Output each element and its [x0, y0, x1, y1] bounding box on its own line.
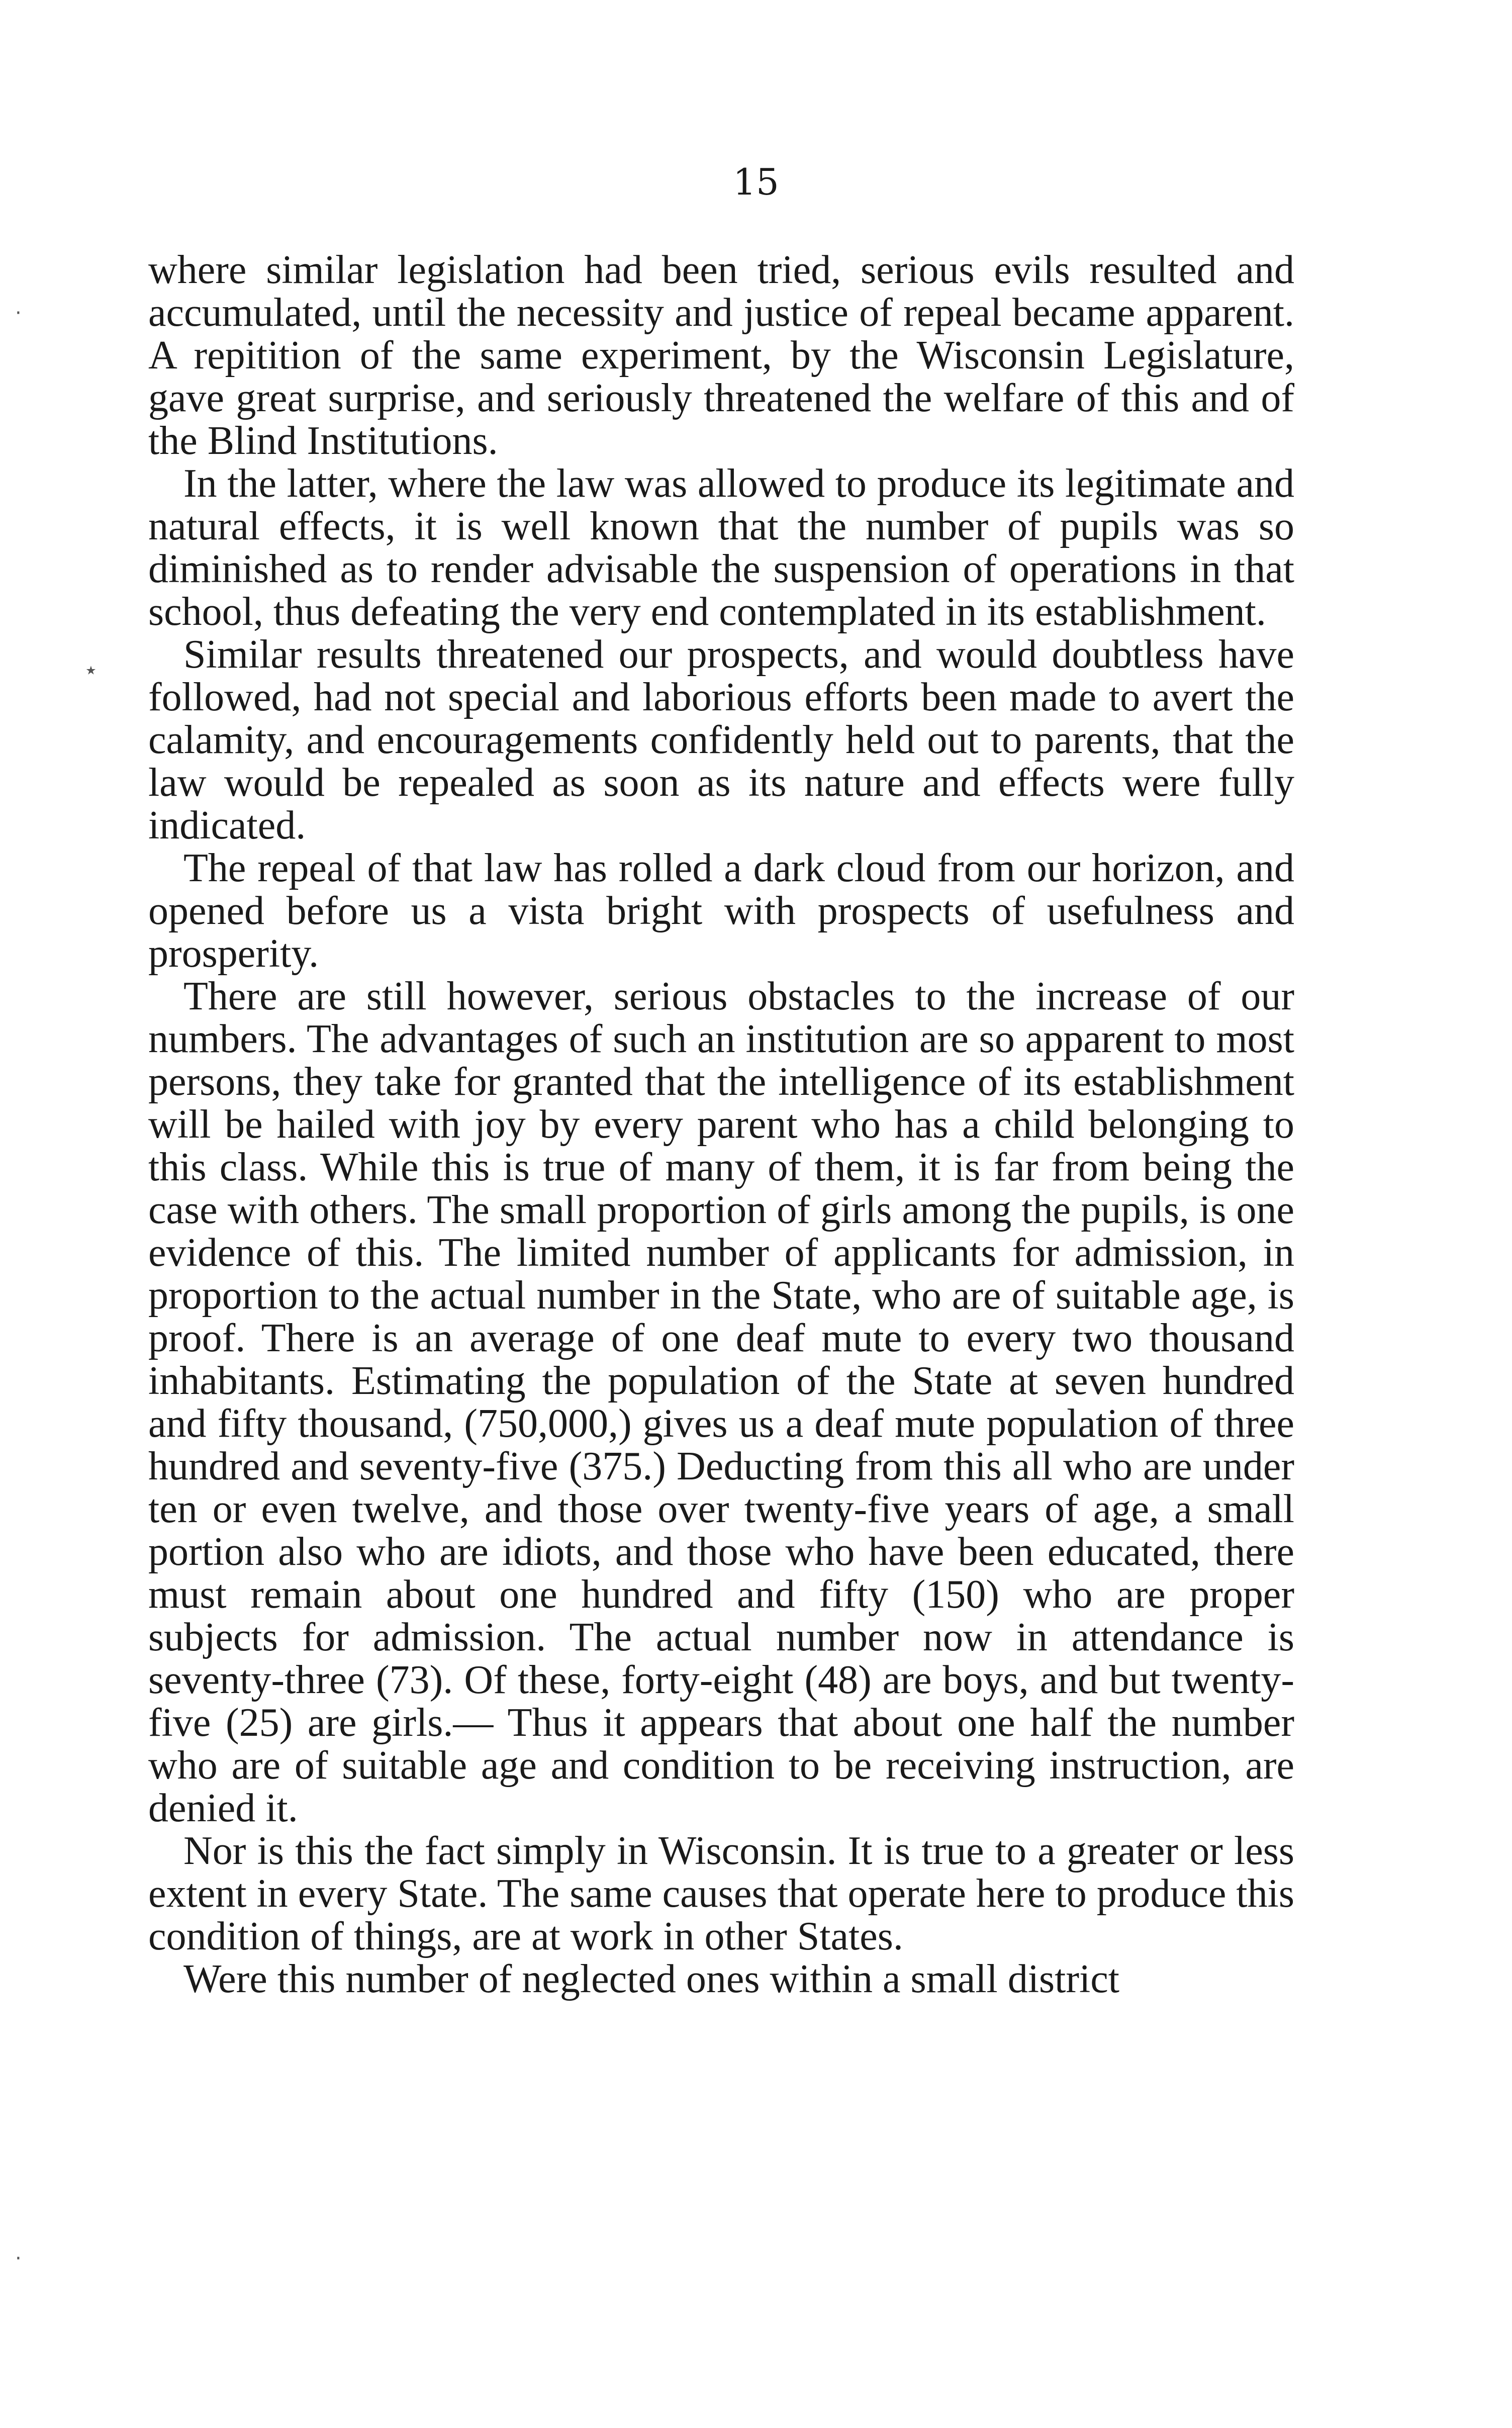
page-number: 15: [733, 161, 779, 203]
margin-dot: ·: [15, 302, 22, 325]
paragraph: There are still however, serious obstacles to the increase of our numbers. The advantages of such an institution are so apparent to most persons, they take for granted that the intelligence of its establishment will be hailed with joy by every parent who has a child belonging to this class. While this is true of many of them, it is far from being the case with others. The small proportion of girls among the pupils, is one evidence of this. The limited number of applicants for admission, in proportion to the actual number in the State, who are of suitable age, is proof. There is an average of one deaf mute to every two thousand inhabitants. Estimating the population of the State at seven hundred and fifty thousand, (750,000,) gives us a deaf mute population of three hundred and seventy-five (375.) Deducting from this all who are under ten or even twelve, and those over twenty-five years of age, a small portion also who are idiots, and those who have been educated, there must remain about one hundred and fifty (150) who are proper subjects for admission. The actual number now in attendance is seventy-three (73). Of these, forty-eight (48) are boys, and but twenty-five (25) are girls.— Thus it appears that about one half the number who are of suitable age and condition to be receiving instruction, are denied it.: [148, 974, 1294, 1830]
paragraph: The repeal of that law has rolled a dark cloud from our horizon, and opened before us a vista bright with prospects of usefulness and prosperity.: [148, 846, 1294, 976]
paragraph: Similar results threatened our prospects, and would doubtless have followed, had not special and laborious efforts been made to avert the calamity, and encouragements confidently held out to parents, that the law would be repealed as soon as its nature and effects were fully indicated.: [148, 632, 1294, 848]
paragraph: Nor is this the fact simply in Wisconsin. It is true to a greater or less extent in every State. The same causes that operate here to produce this condition of things, are at work in other States.: [148, 1829, 1294, 1958]
body-text: [148, 249, 1294, 2001]
paragraph-truncated: Were this number of neglected ones within a small district: [183, 1957, 1119, 2001]
margin-dot: ·: [15, 2247, 22, 2270]
margin-speck: ٭: [85, 659, 97, 682]
paragraph-continued: where similar legislation had been tried, serious evils resulted and accumulated, until the necessity and justice of repeal became apparent. A repitition of the same experiment, by the Wisconsin Legislature, gave great surprise, and seriously threatened the welfare of this and of the Blind Institutions.: [148, 248, 1294, 463]
paragraph: In the latter, where the law was allowed to produce its legitimate and natural effects, it is well known that the number of pupils was so diminished as to render advisable the suspension of operations in that school, thus defeating the very end contemplated in its establishment.: [148, 461, 1294, 634]
